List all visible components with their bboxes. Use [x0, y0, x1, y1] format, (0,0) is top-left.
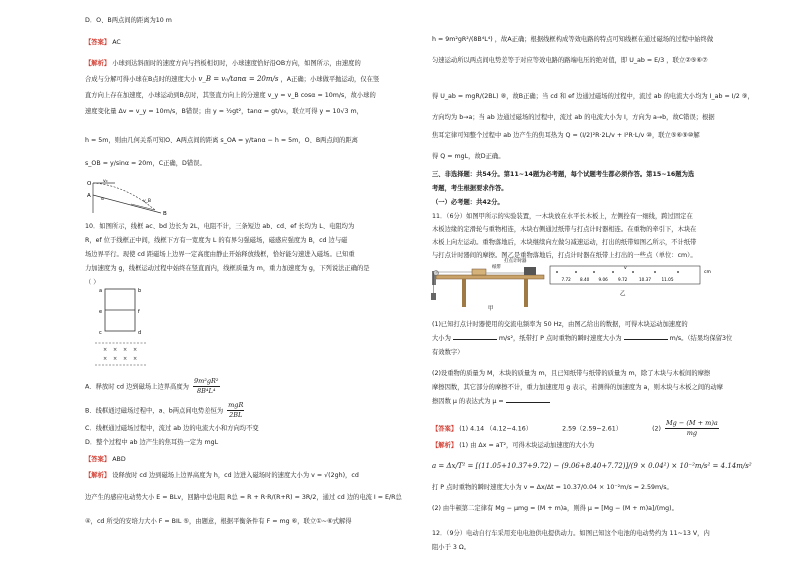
text: m/s。（结果均保留3位 — [669, 335, 733, 342]
svg-text:×: × — [113, 347, 118, 353]
label-a: A — [87, 193, 91, 199]
explanation-2-line-1 — [85, 472, 359, 481]
explanation-1-line-6: s_OB = y/sinα = 20m，C正确，D错误。 — [85, 160, 206, 167]
explanation-1-line-5: h = 5m，则由几何关系可知O、A两点间的距离 s_OA = y/tanα − h = 5m，O、B两点间的距离 — [85, 137, 358, 144]
tape-distance-label: 8.40 — [580, 277, 590, 282]
explanation-2-line-2: 边产生的感应电动势大小 E = BLv，回路中总电阻 R总 = R + R·R/(R+R) = 3R/2，通过 cd 边的电流 I = E/R总 — [85, 494, 402, 501]
explanation-text: (1) 由 Δx = aT²，可得木块运动加速度的大小为 — [459, 442, 595, 449]
explanation-text: 设释放时 cd 边到磁场上边界高度为 h，cd 边进入磁场时的速度大小为 v = √(2gh)，cd — [112, 472, 359, 479]
tape-distance-label: 7.72 — [561, 277, 571, 282]
formula-vb: v_B = v₀/tanα = 20m/s — [198, 75, 279, 83]
timer-device — [524, 267, 536, 275]
explanation-text: 小球到达斜面时的速度方向与挡板相切时，小球速度恰好沿OB方向，如图所示，由速度的 — [112, 60, 361, 67]
velocity-label: v — [624, 266, 627, 271]
label-vb: v_B — [143, 199, 152, 204]
question-11-part-2-line-3 — [432, 398, 550, 407]
figure-yi-label: 乙 — [620, 291, 626, 297]
question-10-line-5: （ ） — [85, 279, 100, 286]
answer-1 — [85, 39, 121, 48]
table-leg — [462, 279, 466, 307]
explanation-3-line-1 — [432, 442, 594, 451]
label-d: d — [138, 330, 142, 336]
explanation-cont-line-6: 得 Q = mgL，故D正确。 — [432, 153, 505, 160]
explanation-tag: 【解析】 — [85, 60, 111, 67]
label-b: b — [138, 288, 142, 294]
svg-text:×: × — [103, 356, 108, 362]
explanation-cont-line-5: 焦耳定律可知整个过程中 ab 边产生的焦耳热为 Q = (I/2)²R·2L/v + I²R·L/v ⑩，联立⑤⑥⑨⑩解 — [432, 132, 700, 139]
answer-value-3-label: (2) — [652, 425, 661, 433]
timer-label: 打点计时器 — [504, 259, 527, 264]
pulley-icon — [434, 271, 439, 276]
table-leg — [524, 279, 528, 307]
explanation-tag: 【解析】 — [432, 442, 458, 449]
explanation-cont-line-2: 匀速运动所以两点间电势差等于对应等效电路的路端电压的绝对值，即 U_ab = E/3 ，联立②⑤⑥⑦ — [432, 57, 708, 64]
label-alpha: α — [101, 197, 104, 202]
question-11-part-1-line-2 — [432, 335, 732, 344]
label-e: e — [99, 309, 103, 315]
label-a: a — [99, 288, 103, 294]
explanation-1-line-1 — [85, 60, 361, 69]
svg-text:×: × — [133, 356, 138, 362]
hanging-weight — [431, 293, 436, 300]
explanation-text: 合成与分解可得小球在B点时的速度大小 — [85, 76, 197, 83]
tabletop — [436, 275, 544, 279]
option-b — [85, 401, 246, 420]
question-11-line-3: 木板上向左运动。重物落地后，木块继续向左做匀减速运动，打出的纸带如图乙所示，不计纸带 — [432, 239, 697, 246]
option-b-fraction: $\frac{\text{mgR}}{2BL}$ — [228, 401, 244, 419]
formula-acceleration: a = Δx/T² = [(11.05+10.37+9.72) − (9.06+8.40+7.72)]/(9 × 0.04²) × 10⁻²m/s² = 4.14m/s² — [432, 462, 752, 470]
label-v0: v₀ — [103, 179, 108, 184]
text: m/s²，纸带打 P 点时重物的瞬时速度大小为 — [498, 335, 622, 342]
svg-text:×: × — [133, 347, 138, 353]
question-10-line-3: 场边界平行。现使 cd 距磁场上边界一定高度由静止开始释放线框，恰好能匀速进入磁场。已知重 — [85, 251, 355, 258]
explanation-text: ，A正确；小球做平抛运动，仅在竖 — [280, 76, 380, 83]
answer-value-1: (1) 4.14 （4.12~4.16） — [459, 425, 533, 433]
option-b-text: B．线框通过磁场过程中，a、b两点间电势差恒为 — [85, 407, 224, 415]
explanation-1-line-2 — [85, 75, 379, 85]
answer-3 — [432, 419, 721, 438]
svg-text:×: × — [123, 347, 128, 353]
answer-blank-mu[interactable] — [506, 402, 550, 403]
question-11-part-2-line-2: 摩擦因数，其它部分的摩擦不计，重力加速度用 g 表示，若测得的加速度为 a，则木块与木板之间的动摩 — [432, 384, 723, 391]
question-11-line-4: 与打点计时器间的摩擦。图乙是重物落地后，打点计时器在纸带上打出的一些点（单位：cm）。 — [432, 252, 697, 259]
option-c: C．线框通过磁场过程中，流过 ab 边的电流大小和方向均不变 — [85, 425, 259, 432]
text: 大小为 — [432, 335, 451, 342]
question-10-line-4: 力加速度为 g，线框运动过程中始终在竖直面内，线框质量为 m，重力加速度为 g，下列说法正确的是 — [85, 265, 370, 272]
left-column — [85, 0, 402, 562]
svg-text:×: × — [113, 356, 118, 362]
answer-2 — [85, 456, 126, 465]
answer-value: AC — [112, 39, 121, 46]
label-o: O — [87, 181, 92, 187]
explanation-cont-line-3: 得 U_ab = mgR/(2BL) ⑧，故B正确；当 cd 和 ef 边通过磁场的过程中，流过 ab 的电流大小均为 I_ab = I/2 ⑨， — [432, 93, 754, 100]
answer-tag: 【答案】 — [85, 456, 111, 463]
svg-text:×: × — [103, 347, 108, 353]
section-3-subtitle: （一）必考题：共42分。 — [432, 199, 504, 206]
question-11-part-2-line-1: (2)设重物的质量为 M，木块的质量为 m，且已知纸带与纸带的质量为 m，除了木块与木板间的摩擦 — [432, 370, 711, 377]
explanation-2-line-3: ④，cd 所受的安培力大小 F = BIL ⑤，由题意，根据平衡条件有 F = mg ⑥，联立①~⑥式解得 — [85, 518, 352, 525]
wooden-block — [472, 269, 486, 275]
figure-jia-label: 甲 — [488, 306, 494, 312]
magnetic-field-marks — [103, 347, 137, 362]
question-11-line-1: 11．（6分）如图甲所示的实验装置，一木块放在水平长木板上，左侧拴有一细线，跨过固定在 — [432, 213, 693, 220]
question-11-part-1-line-3: 有效数字） — [432, 349, 464, 356]
answer-tag: 【答案】 — [432, 425, 458, 433]
option-a-fraction: $\frac{\text{9m²gR²}}{\text{8B⁴L⁴}}$ — [193, 377, 219, 395]
answer-value-2: 2.59（2.59~2.61） — [562, 425, 623, 433]
right-column — [432, 0, 754, 562]
label-b: B — [163, 211, 167, 217]
answer-fraction: $\frac{Mg - (M + m)a}{mg}$ — [666, 419, 718, 437]
option-a — [85, 377, 222, 396]
question-10-line-1: 10．如图所示，线框 ac、bd 边长为 2L，电阻不计，三条短边 ab、cd、ef 长均为 L、电阻均为 — [85, 223, 355, 230]
tape-distance-label: 11.05 — [661, 277, 674, 282]
answer-tag: 【答案】 — [85, 39, 111, 46]
label-f: f — [138, 309, 140, 315]
label-c: c — [99, 330, 102, 336]
question-10-line-2: R，ef 位于线框正中间，线框下方有一宽度为 L 的有界匀强磁场，磁感应强度为 B，cd 边与磁 — [85, 237, 348, 244]
tape-distance-label: 10.37 — [639, 277, 651, 282]
explanation-tag: 【解析】 — [85, 472, 111, 479]
projectile-diagram — [85, 177, 175, 217]
explanation-1-line-4: 速度变化量 Δv = v_y = 10m/s，B错误；由 y = ½gt²，tanα = gt/v₀，联立可得 y = 10√3 m， — [85, 108, 363, 115]
option-a-text: A．释放时 cd 边到磁场上边界高度为 — [85, 383, 189, 391]
formula-velocity: 打 P 点时重物的瞬时速度大小为 v = Δx/Δt = 10.37/0.04 × 10⁻²m/s = 2.59m/s。 — [432, 484, 673, 491]
question-11-line-2: 木板边缘的定滑轮与重物相连，木块右侧通过纸带与打点计时器相连。在重物的牵引下，木块在 — [432, 226, 697, 233]
option-d-text: D．O、B两点间的距离为10 m — [85, 17, 172, 24]
explanation-cont-line-1: h = 9m²gR²/(8B⁴L⁴) ，故A正确；根据线框构成等效电路的特点可知线框在通过磁场的过程中始终做 — [432, 36, 714, 43]
answer-blank-acceleration[interactable] — [453, 339, 497, 340]
explanation-1-line-3: 直方向上存在加速度，小球运动到B点时，其竖直方向上的分速度 v_y = v_B cosα = 10m/s，故小球的 — [85, 92, 376, 99]
formula-mu: (2) 由牛顿第二定律有 Mg − μmg = (M + m)a，则得 μ = [Mg − (M + m)a]/(mg)。 — [432, 505, 678, 512]
tape-distance-label: 9.72 — [618, 277, 628, 282]
paper-tape-label: 纸带 — [492, 265, 501, 270]
question-12-line-2: 阻小于 3 Ω。 — [432, 544, 471, 551]
answer-blank-velocity[interactable] — [624, 339, 668, 340]
wire-frame-diagram — [85, 285, 175, 369]
section-3-title-cont: 考题，考生根据要求作答。 — [432, 185, 508, 192]
question-11-part-1-line-1: (1)已知打点计时器使用的交流电频率为 50 Hz，由图乙给出的数据，可得木块运动加速度的 — [432, 321, 688, 328]
section-3-title: 三、非选择题：共54分。第11~14题为必考题，每个试题考生都必须作答。第15~16题为选 — [432, 171, 695, 178]
option-d: D．整个过程中 ab 边产生的焦耳热一定为 mgL — [85, 439, 219, 446]
text: 擦因数 μ 的表达式为 μ = — [432, 398, 504, 405]
svg-text:×: × — [123, 356, 128, 362]
experiment-figure — [432, 259, 732, 312]
explanation-cont-line-4: 方向均为 b→a；当 ab 边通过磁场的过程中，流过 ab 的电流大小为 I，方向为 a→b，故C错误；根据 — [432, 114, 715, 121]
question-12-line-1: 12．（9分）电动自行车采用充电电池供电提供动力。如图已知这个电池的电动势约为 11~13 V，内 — [432, 530, 710, 537]
unit-label: cm — [704, 270, 711, 275]
answer-value: ABD — [112, 456, 126, 463]
tape-distance-label: 9.06 — [598, 277, 608, 282]
